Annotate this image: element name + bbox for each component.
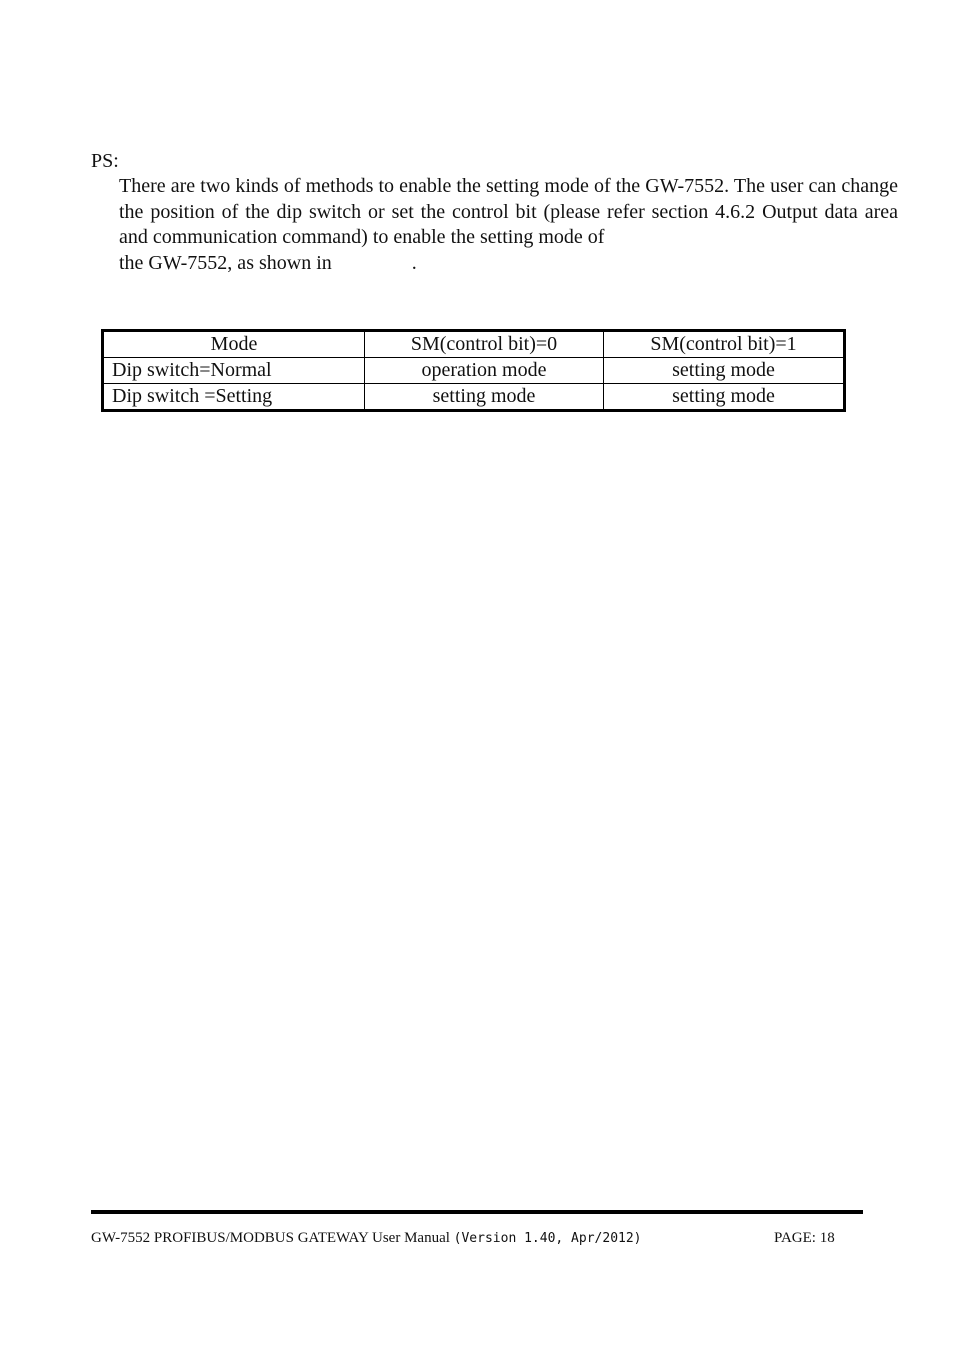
table-header-row xyxy=(103,331,845,358)
table-cell: Dip switch =Setting xyxy=(103,384,365,411)
table-row xyxy=(103,358,845,384)
table-cell: Dip switch=Normal xyxy=(103,358,365,384)
table-header-cell: Mode xyxy=(103,331,365,358)
table-cell: setting mode xyxy=(365,384,604,411)
paragraph-last-line xyxy=(119,251,898,277)
ps-label: PS: xyxy=(91,150,119,172)
footer-manual-title: GW-7552 PROFIBUS/MODBUS GATEWAY User Manual xyxy=(91,1230,450,1246)
table-header-cell: SM(control bit)=1 xyxy=(604,331,845,358)
table-cell: setting mode xyxy=(604,358,845,384)
paragraph-end-after: . xyxy=(411,251,417,274)
footer-page-number: PAGE: 18 xyxy=(774,1230,835,1246)
ps-paragraph xyxy=(119,174,898,276)
mode-table xyxy=(101,329,846,412)
footer-version: (Version 1.40, Apr/2012) xyxy=(453,1231,642,1246)
table-cell: operation mode xyxy=(365,358,604,384)
table-cell: setting mode xyxy=(604,384,845,411)
paragraph-main-text: There are two kinds of methods to enable the setting mode of the GW-7552. The user can change the position of the dip switch or set the control bit (please refer section 4.6.2 Output data area and communication command) to enable the setting mode of xyxy=(119,175,898,248)
paragraph-end-before: the GW-7552, as shown in xyxy=(119,251,332,274)
footer-divider xyxy=(91,1210,863,1214)
table-row xyxy=(103,384,845,411)
footer-manual-info xyxy=(91,1228,642,1249)
table-header-cell: SM(control bit)=0 xyxy=(365,331,604,358)
